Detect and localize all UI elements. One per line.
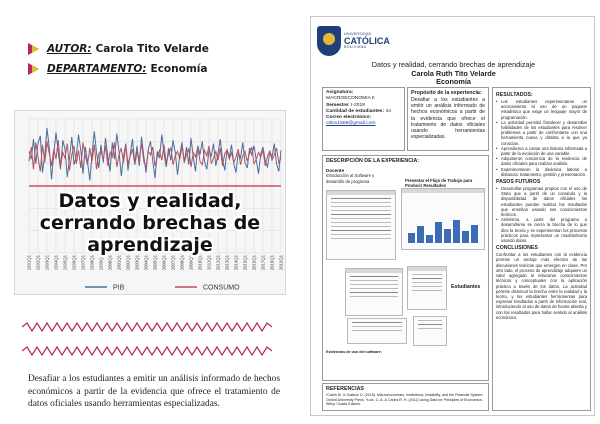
x-tick-label: 2004Q1 (143, 255, 149, 271)
poster (310, 16, 595, 416)
arrow-bullet-icon (28, 43, 44, 56)
x-tick-label: 2000Q1 (107, 255, 113, 271)
results-heading: RESULTADOS: (496, 92, 533, 98)
students-screenshot-4 (413, 316, 447, 346)
legend-label: CONSUMO (203, 284, 240, 292)
students-label: Cantidad de estudiantes: (326, 108, 385, 114)
experience-box (322, 155, 489, 381)
x-tick-label: 1993Q1 (44, 255, 50, 271)
docente-label: Docente (326, 168, 345, 173)
poster-header (311, 61, 596, 87)
x-tick-label: 2012Q1 (215, 255, 221, 271)
x-tick-label: 1998Q1 (89, 255, 95, 271)
x-tick-label: 2008Q1 (179, 255, 185, 271)
university-name (344, 33, 390, 49)
zigzag-divider-top (22, 322, 272, 332)
purpose-heading: Propósito de la experiencia: (411, 90, 482, 96)
results-list (496, 99, 587, 177)
poster-page (300, 0, 600, 424)
logo-line-2: CATÓLICA (344, 35, 390, 46)
docente-block (326, 168, 376, 184)
result-item: • La actividad permitió fortalecer y desarrollar habilidades de los estudiantes para resolver problemas a partir de confrontarse con una herramienta nueva y distinta a la que ya conocían. (496, 120, 587, 146)
department-name: Economía (150, 63, 208, 75)
x-tick-label: 2017Q1 (260, 255, 266, 271)
x-tick-label: 1999Q1 (98, 255, 104, 271)
department-row (28, 62, 207, 76)
result-item: • Aprendieron a contar una historia informada a partir de la evolución de una variable. (496, 146, 587, 156)
workflow-label: Presentar el Flujo de Trabajo para Producir Resultados (405, 178, 473, 188)
x-tick-label: 2005Q1 (152, 255, 158, 271)
x-tick-label: 2015Q1 (242, 255, 248, 271)
legend-label: PIB (113, 284, 125, 292)
results-box (492, 87, 591, 411)
x-tick-label: 1997Q1 (80, 255, 86, 271)
purpose-text: Desafiar a los estudiantes a emitir un análisis informado de hechos económicos a partir de la evidencia que ofrece el tratamiento de datos oficiales usando herramientas especializadas. (411, 97, 485, 141)
poster-title: Datos y realidad, cerrando brechas de aprendizaje (371, 60, 536, 69)
x-tick-label: 1996Q1 (71, 255, 77, 271)
cover-description: Desafiar a los estudiantes a emitir un análisis informado de hechos económicos a partir de la evidencia que ofrece el tratamiento de datos oficiales usando herramientas especializadas. (28, 374, 280, 409)
students-screenshot-1 (345, 268, 403, 316)
x-tick-label: 2010Q1 (197, 255, 203, 271)
poster-author: Carola Ruth Tito Velarde (411, 68, 496, 78)
x-tick-label: 2018Q1 (269, 255, 275, 271)
x-tick-label: 2009Q1 (188, 255, 194, 271)
next-step-item: • Asimismo, a partir del programa a desarrollarse se cierra la brecha de lo que dice la teoría y se experimentan los procesos prácticos para representar un modelo/teoría usando datos. (496, 217, 587, 243)
university-logo (317, 21, 407, 61)
workflow-screenshot (401, 188, 485, 250)
students-label: Estudiantes (451, 284, 481, 290)
x-tick-label: 2006Q1 (161, 255, 167, 271)
x-tick-label: 2011Q1 (206, 255, 212, 270)
x-tick-label: 1995Q1 (62, 255, 68, 271)
students-screenshot-3 (347, 318, 407, 344)
conclusions-text: Confrontar a los estudiantes con la evidencia permite un anclaje más efectivo de las discusiones teóricas que emergen en clase. Por otro lado, el proceso de aprendizaje adquiere un valor agregado al relacionar conocimientos técnicos y conceptuales con la aplicación práctica a través de los datos. La actividad permite disminuir la brecha entre la realidad y la teoría, y los estudiantes herramientas para expresar resultados a partir de información real, introduciendo al uso de datos de fuente abierta y con los resultados para hallar sentido al análisis económico. (496, 252, 587, 320)
x-tick-label: 2007Q1 (170, 255, 176, 271)
students-screenshot-2 (407, 266, 447, 310)
x-tick-label: 2003Q1 (134, 255, 140, 271)
x-tick-label: 2002Q1 (125, 255, 131, 271)
result-item: • Los estudiantes experimentaron un acercamiento al uso de un paquete estadístico que exige un lenguaje mayor de programación. (496, 99, 587, 120)
evidence-label: Evidencias de uso del software: (326, 350, 382, 354)
references-heading: REFERENCIAS (326, 386, 364, 392)
next-steps-list (496, 186, 587, 243)
docente-text: Introducción al Software y desarrollo de programa (326, 173, 375, 184)
x-tick-label: 2014Q1 (233, 255, 239, 271)
x-tick-label: 2019Q1 (278, 255, 284, 271)
references-box (322, 383, 489, 411)
author-row (28, 42, 209, 56)
semester-value: I-2019 (351, 102, 365, 108)
semester-label: Semestre: (326, 102, 350, 108)
x-tick-label: 2013Q1 (224, 255, 230, 271)
logo-line-3: BOLIVIANA (344, 44, 367, 49)
next-steps-heading: PASOS FUTUROS (496, 179, 541, 186)
zigzag-divider-bottom (22, 346, 272, 356)
experience-heading: DESCRIPCIÓN DE LA EXPERIENCIA: (326, 158, 420, 164)
email-link[interactable]: ctitov1588@gmail.com (326, 121, 376, 127)
university-crest-icon (317, 26, 341, 56)
bar-thumbnail (408, 217, 478, 243)
department-label: DEPARTAMENTO: (47, 63, 147, 75)
result-item: • Adquirieron conciencia de la evidencia de datos oficiales para realizar análisis. (496, 156, 587, 166)
logo-line-1: UNIVERSIDAD (344, 31, 372, 36)
conclusions-heading: CONCLUSIONES (496, 245, 538, 252)
subject-label: Asignatura: (326, 90, 354, 95)
next-step-item: • Desarrollar programas propios con el uso de Stata que a partir de un comando y la disponibilidad de datos oficiales los estudiantes puedan realizar los resultados que enseñan usando sus conocimientos teóricos. (496, 186, 587, 217)
author-label: AUTOR: (47, 43, 92, 55)
students-value: 44 (385, 108, 391, 114)
x-tick-label: 1994Q1 (53, 255, 59, 271)
evidence-block (326, 350, 486, 355)
x-tick-label: 2001Q1 (116, 255, 122, 271)
email-label: Correo electrónico: (326, 115, 372, 121)
references-text: *Carlin W. & Soskice D. (2015). Macroeconomics, Institutions, Instability, and the Financial System. Oxford University Press. *Luis, C. A. & Carlos R. H. (2011) Using Data for Principles of Economics. Wiley. Cuarta Edición. (326, 393, 484, 407)
x-tick-label: 2016Q1 (251, 255, 257, 271)
cover-title: Datos y realidad, cerrando brechas de aprendizaje (39, 190, 261, 256)
x-tick-label: 1992Q1 (35, 255, 41, 271)
purpose-box (407, 87, 489, 151)
software-screenshot (326, 190, 396, 260)
poster-department: Economía (436, 77, 471, 86)
subject-value: MACROECONOMIA II (326, 96, 375, 102)
author-name: Carola Tito Velarde (95, 43, 209, 55)
x-tick-label: 1991Q1 (26, 255, 32, 271)
arrow-bullet-icon (28, 63, 44, 76)
result-item: • Experimentaron la dinámica laboral a distancia: tratamiento, gestión y presentación. (496, 167, 587, 177)
course-info-box (322, 87, 405, 151)
